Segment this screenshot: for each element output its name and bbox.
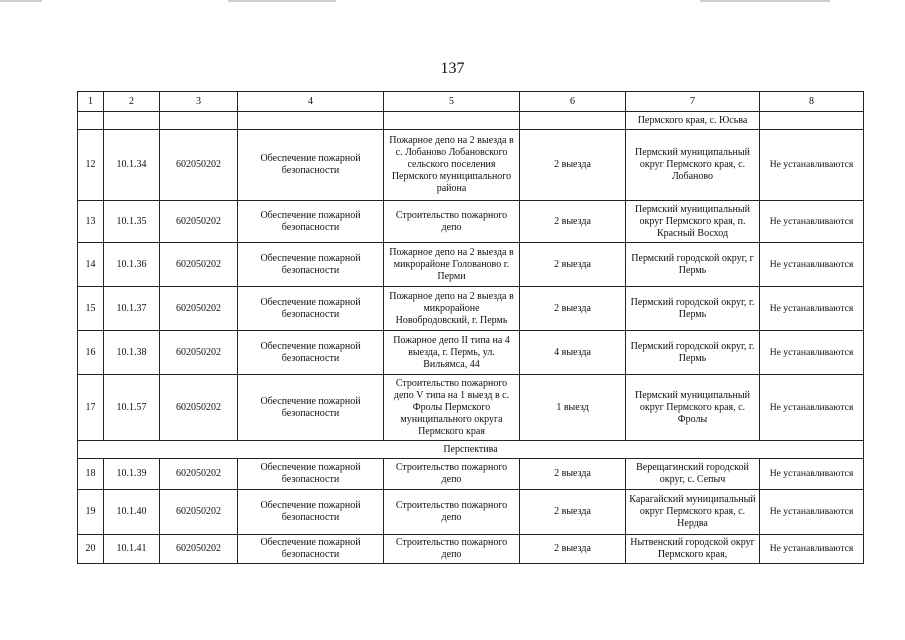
- capacity-cell: 2 выезда: [520, 287, 626, 331]
- capacity-cell: 2 выезда: [520, 535, 626, 564]
- capacity-cell: 4 выезда: [520, 331, 626, 375]
- scan-edge-line: [700, 0, 830, 2]
- table-row: [78, 375, 864, 441]
- table-cell: [384, 112, 520, 130]
- purpose-cell: Обеспечение пожарной безопасности: [238, 201, 384, 243]
- table-cell: [238, 112, 384, 130]
- header-cell: 6: [520, 92, 626, 112]
- purpose-cell: Обеспечение пожарной безопасности: [238, 331, 384, 375]
- capacity-cell: 1 выезд: [520, 375, 626, 441]
- section-row: [78, 441, 864, 459]
- location-cell: Пермский муниципальный округ Пермского края, с. Лобаново: [626, 130, 760, 201]
- table-cell: [104, 112, 160, 130]
- location-cell: Пермский городской округ, г Пермь: [626, 243, 760, 287]
- code-cell: 10.1.41: [104, 535, 160, 564]
- row-number-cell: 14: [78, 243, 104, 287]
- location-cell: Нытвенский городской округ Пермского края,: [626, 535, 760, 564]
- row-number-cell: 20: [78, 535, 104, 564]
- kbk-cell: 602050202: [160, 375, 238, 441]
- table-row: [78, 243, 864, 287]
- code-cell: 10.1.38: [104, 331, 160, 375]
- header-cell: 2: [104, 92, 160, 112]
- scan-edge-line: [0, 0, 42, 2]
- purpose-cell: Обеспечение пожарной безопасности: [238, 243, 384, 287]
- kbk-cell: 602050202: [160, 331, 238, 375]
- row-number-cell: 17: [78, 375, 104, 441]
- table-cell: [760, 112, 864, 130]
- zones-cell: Не устанавливаются: [760, 243, 864, 287]
- location-cell: Верещагинский городской округ, с. Сепыч: [626, 459, 760, 490]
- zones-cell: Не устанавливаются: [760, 459, 864, 490]
- header-cell: 5: [384, 92, 520, 112]
- table-cell: [78, 112, 104, 130]
- kbk-cell: 602050202: [160, 243, 238, 287]
- zones-cell: Не устанавливаются: [760, 490, 864, 535]
- table-row: [78, 331, 864, 375]
- location-cell: Пермский муниципальный округ Пермского края, с. Фролы: [626, 375, 760, 441]
- location-cell: Пермский муниципальный округ Пермского края, п. Красный Восход: [626, 201, 760, 243]
- zones-cell: Не устанавливаются: [760, 130, 864, 201]
- kbk-cell: 602050202: [160, 535, 238, 564]
- code-cell: 10.1.37: [104, 287, 160, 331]
- code-cell: 10.1.57: [104, 375, 160, 441]
- section-title: Перспектива: [78, 441, 864, 459]
- kbk-cell: 602050202: [160, 459, 238, 490]
- kbk-cell: 602050202: [160, 490, 238, 535]
- zones-cell: Не устанавливаются: [760, 331, 864, 375]
- header-cell: 1: [78, 92, 104, 112]
- object-cell: Строительство пожарного депо: [384, 201, 520, 243]
- header-row: [78, 92, 864, 112]
- capacity-cell: 2 выезда: [520, 130, 626, 201]
- code-cell: 10.1.39: [104, 459, 160, 490]
- table-cell: [160, 112, 238, 130]
- row-number-cell: 15: [78, 287, 104, 331]
- capacity-cell: 2 выезда: [520, 201, 626, 243]
- capacity-cell: 2 выезда: [520, 243, 626, 287]
- purpose-cell: Обеспечение пожарной безопасности: [238, 490, 384, 535]
- location-cell: Пермский городской округ, г. Пермь: [626, 287, 760, 331]
- object-cell: Строительство пожарного депо: [384, 490, 520, 535]
- purpose-cell: Обеспечение пожарной безопасности: [238, 287, 384, 331]
- code-cell: 10.1.36: [104, 243, 160, 287]
- header-cell: 7: [626, 92, 760, 112]
- object-cell: Пожарное депо на 2 выезда в с. Лобаново Лобановского сельского поселения Пермского муниципального района: [384, 130, 520, 201]
- purpose-cell: Обеспечение пожарной безопасности: [238, 130, 384, 201]
- location-cell: Пермского края, с. Юсьва: [626, 112, 760, 130]
- object-cell: Пожарное депо II типа на 4 выезда, г. Пермь, ул. Вильямса, 44: [384, 331, 520, 375]
- kbk-cell: 602050202: [160, 201, 238, 243]
- scan-edge-line: [228, 0, 336, 2]
- table-row: [78, 287, 864, 331]
- zones-cell: Не устанавливаются: [760, 375, 864, 441]
- row-number-cell: 13: [78, 201, 104, 243]
- purpose-cell: Обеспечение пожарной безопасности: [238, 375, 384, 441]
- row-number-cell: 16: [78, 331, 104, 375]
- zones-cell: Не устанавливаются: [760, 535, 864, 564]
- register-table: [77, 91, 864, 564]
- capacity-cell: 2 выезда: [520, 459, 626, 490]
- table-row: [78, 459, 864, 490]
- header-cell: 4: [238, 92, 384, 112]
- page-number: 137: [440, 60, 465, 77]
- object-cell: Пожарное депо на 2 выезда в микрорайоне Новобродовский, г. Пермь: [384, 287, 520, 331]
- table-cell: [520, 112, 626, 130]
- purpose-cell: Обеспечение пожарной безопасности: [238, 535, 384, 564]
- table-row: [78, 535, 864, 564]
- location-cell: Пермский городской округ, г. Пермь: [626, 331, 760, 375]
- object-cell: Пожарное депо на 2 выезда в микрорайоне Голованово г. Перми: [384, 243, 520, 287]
- purpose-cell: Обеспечение пожарной безопасности: [238, 459, 384, 490]
- row-number-cell: 19: [78, 490, 104, 535]
- table-row: [78, 490, 864, 535]
- object-cell: Строительство пожарного депо V типа на 1 выезд в с. Фролы Пермского муниципального округа Пермского края: [384, 375, 520, 441]
- location-cell: Карагайский муниципальный округ Пермского края, с. Нердва: [626, 490, 760, 535]
- code-cell: 10.1.40: [104, 490, 160, 535]
- table-row: [78, 130, 864, 201]
- zones-cell: Не устанавливаются: [760, 287, 864, 331]
- continuation-row: [78, 112, 864, 130]
- table-row: [78, 201, 864, 243]
- capacity-cell: 2 выезда: [520, 490, 626, 535]
- row-number-cell: 12: [78, 130, 104, 201]
- kbk-cell: 602050202: [160, 130, 238, 201]
- object-cell: Строительство пожарного депо: [384, 535, 520, 564]
- zones-cell: Не устанавливаются: [760, 201, 864, 243]
- row-number-cell: 18: [78, 459, 104, 490]
- header-cell: 3: [160, 92, 238, 112]
- header-cell: 8: [760, 92, 864, 112]
- code-cell: 10.1.34: [104, 130, 160, 201]
- object-cell: Строительство пожарного депо: [384, 459, 520, 490]
- kbk-cell: 602050202: [160, 287, 238, 331]
- code-cell: 10.1.35: [104, 201, 160, 243]
